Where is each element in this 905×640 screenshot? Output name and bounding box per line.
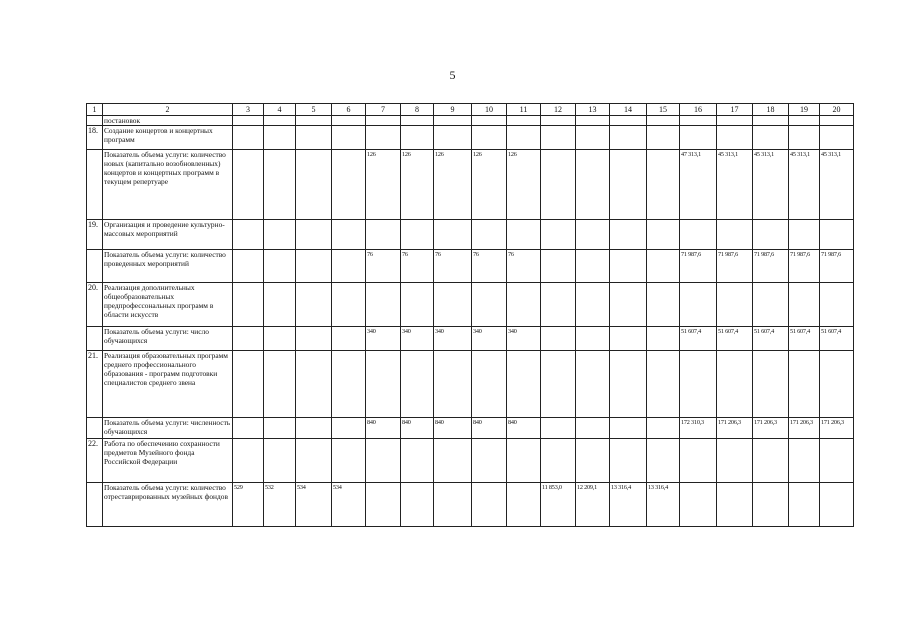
- value-cell: [366, 283, 401, 327]
- value-cell: 171 206,3: [820, 418, 854, 439]
- value-cell: [434, 116, 472, 126]
- value-cell: [401, 126, 434, 150]
- row-index: [87, 418, 103, 439]
- row-index: [87, 250, 103, 283]
- value-cell: [576, 327, 610, 351]
- value-cell: [541, 126, 576, 150]
- page-number: 5: [449, 68, 456, 82]
- value-cell: [401, 283, 434, 327]
- header-row: [87, 104, 854, 116]
- row-index: 18.: [87, 126, 103, 150]
- value-cell: 172 310,3: [680, 418, 717, 439]
- value-cell: 45 313,1: [820, 150, 854, 220]
- value-cell: [233, 150, 264, 220]
- value-cell: [680, 126, 717, 150]
- value-cell: [264, 220, 296, 250]
- value-cell: 45 313,1: [717, 150, 753, 220]
- value-cell: [264, 126, 296, 150]
- value-cell: [434, 283, 472, 327]
- value-cell: [610, 439, 647, 483]
- value-cell: [753, 483, 789, 527]
- header-cell: 10: [472, 104, 507, 116]
- value-cell: 71 987,6: [717, 250, 753, 283]
- value-cell: [576, 116, 610, 126]
- value-cell: [434, 220, 472, 250]
- value-cell: [296, 116, 332, 126]
- value-cell: [401, 116, 434, 126]
- value-cell: [401, 220, 434, 250]
- value-cell: [541, 250, 576, 283]
- value-cell: [296, 327, 332, 351]
- value-cell: [610, 351, 647, 418]
- row-name: Создание концертов и концертных программ: [103, 126, 233, 150]
- value-cell: [789, 351, 820, 418]
- value-cell: [753, 116, 789, 126]
- value-cell: 13 316,4: [647, 483, 680, 527]
- value-cell: 51 607,4: [789, 327, 820, 351]
- value-cell: [576, 150, 610, 220]
- value-cell: [647, 250, 680, 283]
- row-name: Реализация образовательных программ среднего профессионального образования - программ подготовки специалистов среднего звена: [103, 351, 233, 418]
- value-cell: [332, 250, 366, 283]
- value-cell: 171 206,3: [717, 418, 753, 439]
- value-cell: 840: [507, 418, 541, 439]
- header-cell: 11: [507, 104, 541, 116]
- value-cell: [332, 126, 366, 150]
- row-name: Показатель объема услуги: количество проведенных мероприятий: [103, 250, 233, 283]
- value-cell: [233, 439, 264, 483]
- row-index: 21.: [87, 351, 103, 418]
- value-cell: [576, 439, 610, 483]
- value-cell: 76: [507, 250, 541, 283]
- value-cell: [264, 327, 296, 351]
- table-row: [87, 283, 854, 327]
- header-cell: 16: [680, 104, 717, 116]
- value-cell: [366, 351, 401, 418]
- value-cell: [507, 351, 541, 418]
- value-cell: [264, 150, 296, 220]
- value-cell: 11 853,0: [541, 483, 576, 527]
- value-cell: [576, 250, 610, 283]
- value-cell: [366, 220, 401, 250]
- value-cell: 534: [332, 483, 366, 527]
- value-cell: [820, 483, 854, 527]
- value-cell: [610, 283, 647, 327]
- value-cell: [820, 126, 854, 150]
- value-cell: 126: [507, 150, 541, 220]
- value-cell: 45 313,1: [789, 150, 820, 220]
- value-cell: [472, 126, 507, 150]
- header-cell: 19: [789, 104, 820, 116]
- table-row: [87, 483, 854, 527]
- value-cell: 71 987,6: [680, 250, 717, 283]
- header-cell: 13: [576, 104, 610, 116]
- row-name: Показатель объема услуги: число обучающихся: [103, 327, 233, 351]
- row-index: 20.: [87, 283, 103, 327]
- value-cell: [576, 220, 610, 250]
- value-cell: [680, 351, 717, 418]
- value-cell: [541, 220, 576, 250]
- value-cell: [610, 220, 647, 250]
- value-cell: [717, 126, 753, 150]
- value-cell: [507, 439, 541, 483]
- value-cell: 126: [472, 150, 507, 220]
- header-cell: 1: [87, 104, 103, 116]
- value-cell: [332, 283, 366, 327]
- value-cell: [366, 483, 401, 527]
- row-name: Показатель объема услуги: количество отреставрированных музейных фондов: [103, 483, 233, 527]
- row-index: [87, 483, 103, 527]
- value-cell: [296, 283, 332, 327]
- table-row: [87, 116, 854, 126]
- value-cell: [610, 418, 647, 439]
- header-cell: 17: [717, 104, 753, 116]
- value-cell: [717, 483, 753, 527]
- value-cell: [647, 327, 680, 351]
- value-cell: [434, 351, 472, 418]
- value-cell: 12 209,1: [576, 483, 610, 527]
- value-cell: [647, 351, 680, 418]
- value-cell: [610, 116, 647, 126]
- value-cell: [401, 351, 434, 418]
- value-cell: 76: [472, 250, 507, 283]
- value-cell: 76: [366, 250, 401, 283]
- value-cell: [647, 220, 680, 250]
- value-cell: 340: [507, 327, 541, 351]
- value-cell: [332, 220, 366, 250]
- value-cell: [647, 283, 680, 327]
- value-cell: [541, 439, 576, 483]
- value-cell: [541, 283, 576, 327]
- value-cell: [507, 126, 541, 150]
- value-cell: 126: [434, 150, 472, 220]
- value-cell: 71 987,6: [820, 250, 854, 283]
- value-cell: [576, 351, 610, 418]
- value-cell: 840: [366, 418, 401, 439]
- value-cell: [472, 439, 507, 483]
- value-cell: [717, 116, 753, 126]
- value-cell: [717, 439, 753, 483]
- value-cell: [717, 283, 753, 327]
- value-cell: [233, 250, 264, 283]
- header-cell: 8: [401, 104, 434, 116]
- value-cell: [820, 220, 854, 250]
- value-cell: [296, 439, 332, 483]
- value-cell: [296, 418, 332, 439]
- value-cell: [753, 351, 789, 418]
- value-cell: [789, 283, 820, 327]
- value-cell: [233, 116, 264, 126]
- header-cell: 3: [233, 104, 264, 116]
- value-cell: [434, 126, 472, 150]
- value-cell: 840: [434, 418, 472, 439]
- value-cell: [233, 126, 264, 150]
- value-cell: [366, 116, 401, 126]
- value-cell: [647, 418, 680, 439]
- row-name: постановок: [103, 116, 233, 126]
- value-cell: [820, 116, 854, 126]
- header-cell: 2: [103, 104, 233, 116]
- row-name: Показатель объема услуги: количество новых (капитально возобновленных) концертов и концертных программ в текущем репертуаре: [103, 150, 233, 220]
- row-index: 19.: [87, 220, 103, 250]
- value-cell: 340: [401, 327, 434, 351]
- value-cell: [472, 483, 507, 527]
- value-cell: [680, 220, 717, 250]
- value-cell: [647, 126, 680, 150]
- header-cell: 4: [264, 104, 296, 116]
- table-row: [87, 250, 854, 283]
- value-cell: [296, 250, 332, 283]
- value-cell: 840: [401, 418, 434, 439]
- value-cell: [507, 116, 541, 126]
- table-row: [87, 150, 854, 220]
- value-cell: [541, 327, 576, 351]
- value-cell: [264, 250, 296, 283]
- value-cell: [541, 418, 576, 439]
- value-cell: [233, 351, 264, 418]
- value-cell: [332, 150, 366, 220]
- value-cell: [753, 126, 789, 150]
- value-cell: [472, 116, 507, 126]
- value-cell: [296, 126, 332, 150]
- value-cell: [472, 283, 507, 327]
- value-cell: [332, 351, 366, 418]
- header-cell: 9: [434, 104, 472, 116]
- value-cell: 126: [366, 150, 401, 220]
- value-cell: [434, 439, 472, 483]
- value-cell: [820, 283, 854, 327]
- value-cell: [507, 220, 541, 250]
- value-cell: 340: [472, 327, 507, 351]
- header-cell: 6: [332, 104, 366, 116]
- value-cell: [820, 439, 854, 483]
- value-cell: [332, 418, 366, 439]
- value-cell: [332, 327, 366, 351]
- row-name: Работа по обеспечению сохранности предметов Музейного фонда Российской Федерации: [103, 439, 233, 483]
- value-cell: [680, 283, 717, 327]
- value-cell: 13 316,4: [610, 483, 647, 527]
- value-cell: [264, 418, 296, 439]
- value-cell: [264, 351, 296, 418]
- value-cell: [717, 351, 753, 418]
- value-cell: [332, 116, 366, 126]
- value-cell: [233, 418, 264, 439]
- value-cell: [789, 116, 820, 126]
- table-row: [87, 126, 854, 150]
- table-row: [87, 327, 854, 351]
- table-row: [87, 439, 854, 483]
- value-cell: 51 607,4: [717, 327, 753, 351]
- header-cell: 20: [820, 104, 854, 116]
- value-cell: 47 313,1: [680, 150, 717, 220]
- value-cell: 71 987,6: [753, 250, 789, 283]
- value-cell: [576, 126, 610, 150]
- value-cell: [717, 220, 753, 250]
- data-table: [86, 103, 854, 527]
- row-index: 22.: [87, 439, 103, 483]
- value-cell: [647, 116, 680, 126]
- value-cell: [233, 283, 264, 327]
- value-cell: [753, 283, 789, 327]
- value-cell: 51 607,4: [680, 327, 717, 351]
- value-cell: [507, 283, 541, 327]
- value-cell: [610, 327, 647, 351]
- value-cell: [789, 439, 820, 483]
- value-cell: [296, 351, 332, 418]
- value-cell: [541, 150, 576, 220]
- value-cell: 51 607,4: [753, 327, 789, 351]
- value-cell: [233, 220, 264, 250]
- value-cell: [332, 439, 366, 483]
- value-cell: 532: [264, 483, 296, 527]
- value-cell: 529: [233, 483, 264, 527]
- row-index: [87, 327, 103, 351]
- value-cell: [366, 126, 401, 150]
- value-cell: 76: [434, 250, 472, 283]
- value-cell: 126: [401, 150, 434, 220]
- value-cell: [472, 220, 507, 250]
- value-cell: [576, 418, 610, 439]
- value-cell: [507, 483, 541, 527]
- value-cell: [576, 283, 610, 327]
- row-name: Реализация дополнительных общеобразовательных предпрофессональных программ в области искусств: [103, 283, 233, 327]
- value-cell: [401, 439, 434, 483]
- row-index: [87, 116, 103, 126]
- value-cell: [610, 126, 647, 150]
- value-cell: [296, 150, 332, 220]
- value-cell: 45 313,1: [753, 150, 789, 220]
- value-cell: 76: [401, 250, 434, 283]
- table-row: [87, 418, 854, 439]
- value-cell: [296, 220, 332, 250]
- value-cell: 340: [434, 327, 472, 351]
- header-cell: 18: [753, 104, 789, 116]
- value-cell: 340: [366, 327, 401, 351]
- value-cell: [789, 220, 820, 250]
- value-cell: [401, 483, 434, 527]
- row-index: [87, 150, 103, 220]
- value-cell: [233, 327, 264, 351]
- value-cell: [753, 220, 789, 250]
- table-row: [87, 220, 854, 250]
- value-cell: [472, 351, 507, 418]
- value-cell: 71 987,6: [789, 250, 820, 283]
- header-cell: 14: [610, 104, 647, 116]
- value-cell: 534: [296, 483, 332, 527]
- value-cell: [434, 483, 472, 527]
- value-cell: [647, 439, 680, 483]
- header-cell: 15: [647, 104, 680, 116]
- value-cell: 840: [472, 418, 507, 439]
- value-cell: [610, 150, 647, 220]
- value-cell: [264, 439, 296, 483]
- row-name: Организация и проведение культурно-массовых мероприятий: [103, 220, 233, 250]
- value-cell: [366, 439, 401, 483]
- value-cell: [820, 351, 854, 418]
- value-cell: [789, 483, 820, 527]
- value-cell: [680, 483, 717, 527]
- value-cell: 51 607,4: [820, 327, 854, 351]
- value-cell: [647, 150, 680, 220]
- value-cell: [264, 283, 296, 327]
- value-cell: [680, 439, 717, 483]
- header-cell: 12: [541, 104, 576, 116]
- value-cell: [541, 116, 576, 126]
- value-cell: [264, 116, 296, 126]
- value-cell: [753, 439, 789, 483]
- header-cell: 7: [366, 104, 401, 116]
- value-cell: 171 206,3: [789, 418, 820, 439]
- value-cell: [610, 250, 647, 283]
- value-cell: [541, 351, 576, 418]
- value-cell: [789, 126, 820, 150]
- header-cell: 5: [296, 104, 332, 116]
- table-row: [87, 351, 854, 418]
- value-cell: [680, 116, 717, 126]
- value-cell: 171 206,3: [753, 418, 789, 439]
- row-name: Показатель объема услуги: численность обучающихся: [103, 418, 233, 439]
